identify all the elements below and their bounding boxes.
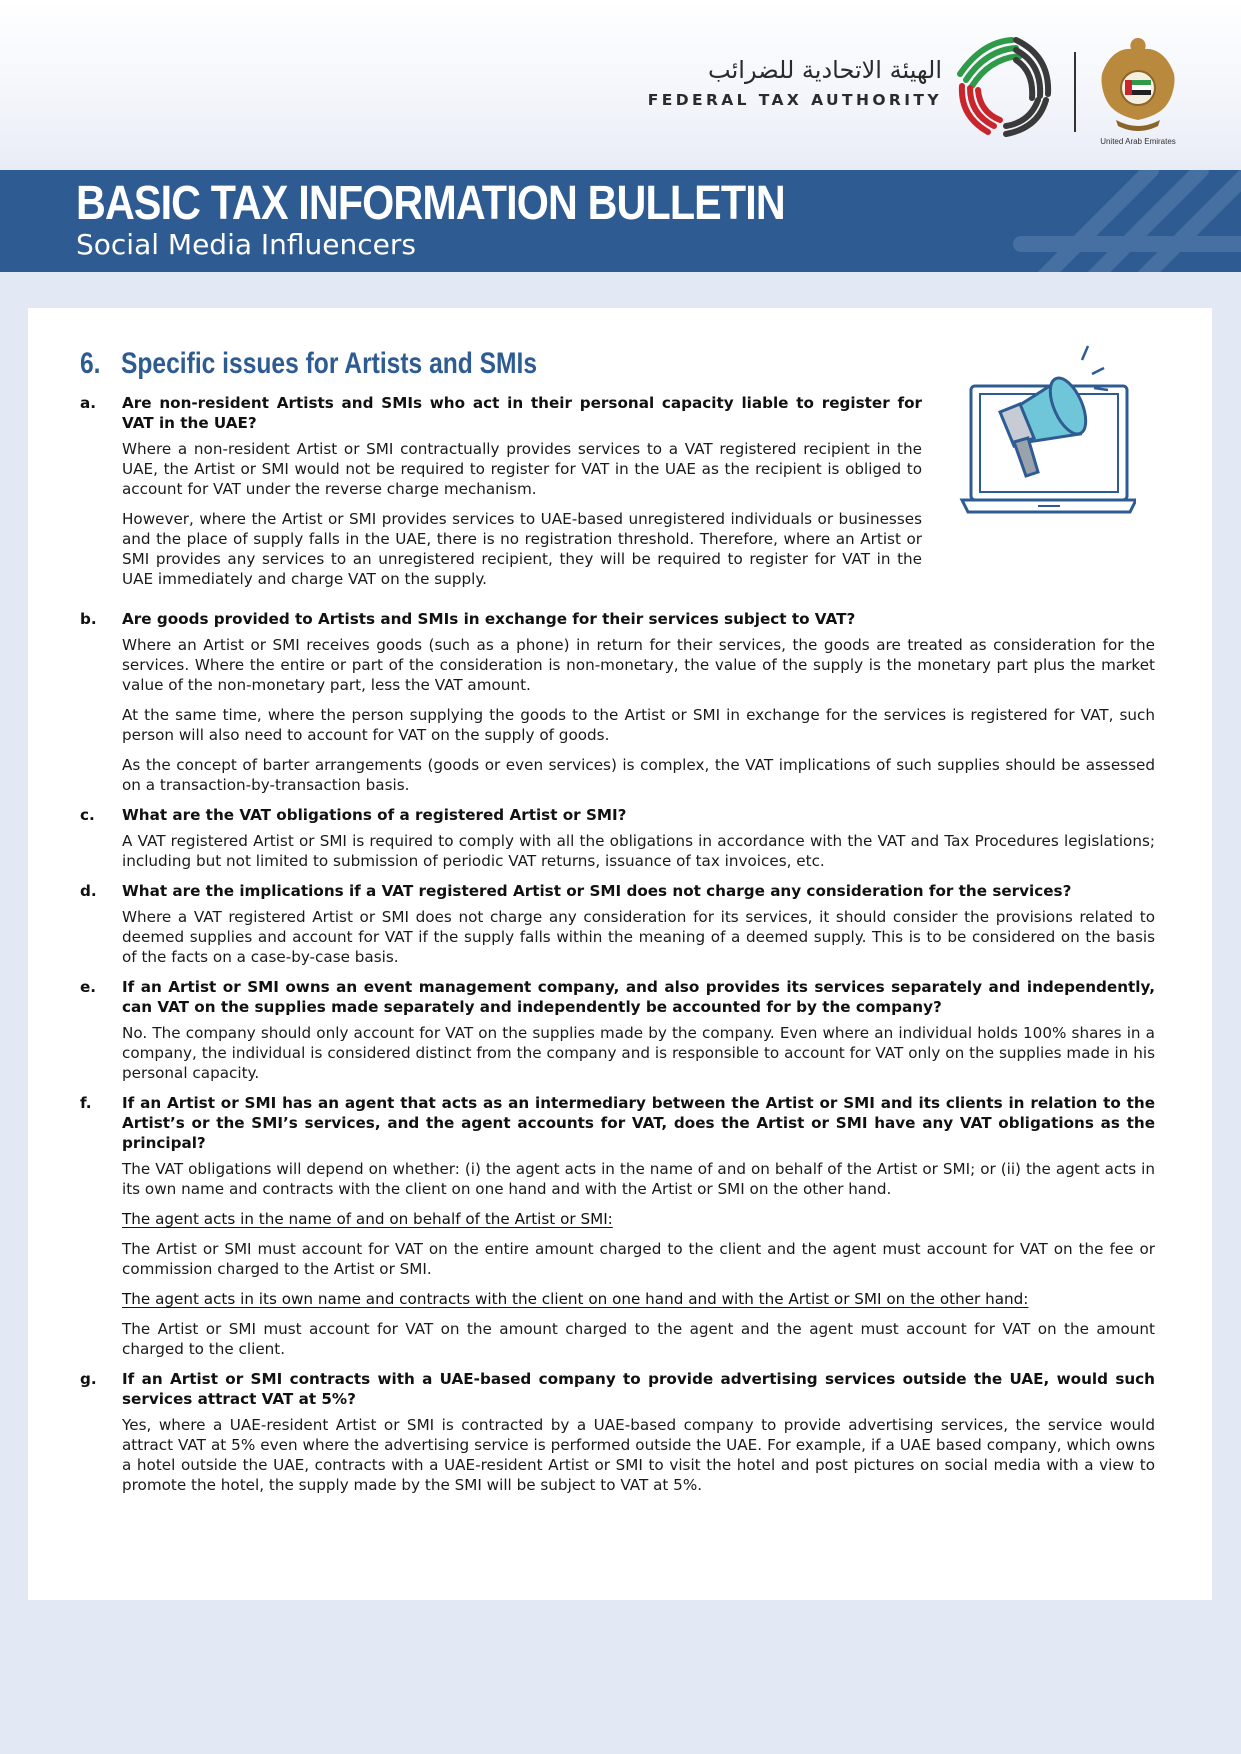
section-number: 6.: [80, 347, 101, 380]
uae-label: United Arab Emirates: [1100, 137, 1176, 146]
fta-english-name: FEDERAL TAX AUTHORITY: [647, 91, 942, 109]
question-g: [80, 1369, 1155, 1409]
case-heading: [122, 1209, 1155, 1229]
page-header: [0, 0, 1241, 170]
question-letter: d.: [80, 882, 97, 900]
question-letter: g.: [80, 1370, 97, 1388]
case-heading-text: The agent acts in the name of and on behalf of the Artist or SMI:: [122, 1210, 613, 1228]
header-divider: [1074, 52, 1076, 132]
question-b: [80, 609, 1155, 629]
section-title: [80, 347, 537, 381]
answer-paragraph: The VAT obligations will depend on whether: (i) the agent acts in the name of and on behalf of the Artist or SMI; or (ii) the agent acts in its own name and contracts with the client on one hand and with the Artist or SMI on the other hand.: [122, 1160, 1155, 1198]
answer-paragraph: Yes, where a UAE-resident Artist or SMI is contracted by a UAE-based company to provide advertising services, the service would attract VAT at 5% even where the advertising service is performed outside the UAE. For example, if a UAE based company, which owns a hotel outside the UAE, contracts with a UAE-resident Artist or SMI to visit the hotel and post pictures on social media with a view to promote the hotel, the supply made by the SMI will be subject to VAT at 5%.: [122, 1416, 1155, 1494]
case-heading-text: The agent acts in its own name and contracts with the client on one hand and with the Artist or SMI on the other hand:: [122, 1290, 1029, 1308]
answer-paragraph: No. The company should only account for VAT on the supplies made by the company. Even where an individual holds 100% shares in a company, the individual is considered distinct from the company and is responsible to account for VAT only on the supplies made in his personal capacity.: [122, 1024, 1155, 1082]
banner-stripes-decoration: [981, 170, 1241, 272]
bulletin-title: BASIC TAX INFORMATION BULLETIN: [76, 177, 785, 230]
question-text: If an Artist or SMI has an agent that acts as an intermediary between the Artist or SMI and its clients in relation to the Artist’s or the SMI’s services, and the agent accounts for VAT, does the Artist or SMI have any VAT obligations as the principal?: [122, 1094, 1155, 1152]
answer-paragraph: A VAT registered Artist or SMI is required to comply with all the obligations in accordance with the VAT and Tax Procedures legislations; including but not limited to submission of periodic VAT returns, issuance of tax invoices, etc.: [122, 832, 1155, 870]
answer-paragraph: At the same time, where the person supplying the goods to the Artist or SMI in exchange for the services is registered for VAT, such person will also need to account for VAT on the supply of goods.: [122, 706, 1155, 744]
question-letter: a.: [80, 394, 97, 412]
question-letter: b.: [80, 610, 97, 628]
question-text: Are non-resident Artists and SMIs who act in their personal capacity liable to register for VAT in the UAE?: [122, 394, 922, 432]
fta-logo-icon: [952, 34, 1056, 138]
fta-arabic-name: الهيئة الاتحادية للضرائب: [708, 56, 942, 84]
answer-paragraph: The Artist or SMI must account for VAT on the amount charged to the agent and the agent must account for VAT on the amount charged to the client.: [122, 1320, 1155, 1358]
answer-paragraph: As the concept of barter arrangements (goods or even services) is complex, the VAT implications of such supplies should be assessed on a transaction-by-transaction basis.: [122, 756, 1155, 794]
answer-paragraph: Where a non-resident Artist or SMI contractually provides services to a VAT registered recipient in the UAE, the Artist or SMI would not be required to register for VAT in the UAE as the recipient is obliged to account for VAT under the reverse charge mechanism.: [122, 440, 922, 498]
answer-paragraph: Where an Artist or SMI receives goods (such as a phone) in return for their services, the goods are treated as consideration for the services. Where the entire or part of the consideration is non-monetary, the value of the supply is the monetary part plus the market value of the non-monetary part, less the VAT amount.: [122, 636, 1155, 694]
question-text: What are the implications if a VAT registered Artist or SMI does not charge any consideration for the services?: [122, 882, 1072, 900]
answer-paragraph: However, where the Artist or SMI provides services to UAE-based unregistered individuals or businesses and the place of supply falls in the UAE, there is no registration threshold. Therefore, where an Artist or SMI provides any services to an unregistered recipient, they will be required to register for VAT in the UAE immediately and charge VAT on the supply.: [122, 510, 922, 588]
question-c: [80, 805, 1155, 825]
title-banner: [0, 170, 1241, 272]
spacer: [80, 599, 1155, 609]
question-f: [80, 1093, 1155, 1153]
case-heading: [122, 1289, 1155, 1309]
question-text: What are the VAT obligations of a registered Artist or SMI?: [122, 806, 627, 824]
section-title-text: Specific issues for Artists and SMIs: [121, 347, 538, 380]
question-d: [80, 881, 1155, 901]
answer-paragraph: Where a VAT registered Artist or SMI does not charge any consideration for its services, it should consider the provisions related to deemed supplies and account for VAT if the supply falls within the meaning of a deemed supply. This is to be considered on the basis of the facts on a case-by-case basis.: [122, 908, 1155, 966]
uae-emblem-icon: [1096, 34, 1180, 134]
question-letter: c.: [80, 806, 95, 824]
question-e: [80, 977, 1155, 1017]
question-text: If an Artist or SMI owns an event management company, and also provides its services separately and independently, can VAT on the supplies made separately and independently be accounted for by the company?: [122, 978, 1155, 1016]
question-text: If an Artist or SMI contracts with a UAE-based company to provide advertising services outside the UAE, would such services attract VAT at 5%?: [122, 1370, 1155, 1408]
question-a: [80, 393, 1155, 433]
answer-paragraph: The Artist or SMI must account for VAT on the entire amount charged to the client and the agent must account for VAT on the fee or commission charged to the Artist or SMI.: [122, 1240, 1155, 1278]
bulletin-content: [80, 393, 1155, 1505]
question-letter: f.: [80, 1094, 92, 1112]
question-letter: e.: [80, 978, 97, 996]
bulletin-subtitle: Social Media Influencers: [76, 228, 416, 261]
question-text: Are goods provided to Artists and SMIs in exchange for their services subject to VAT?: [122, 610, 856, 628]
